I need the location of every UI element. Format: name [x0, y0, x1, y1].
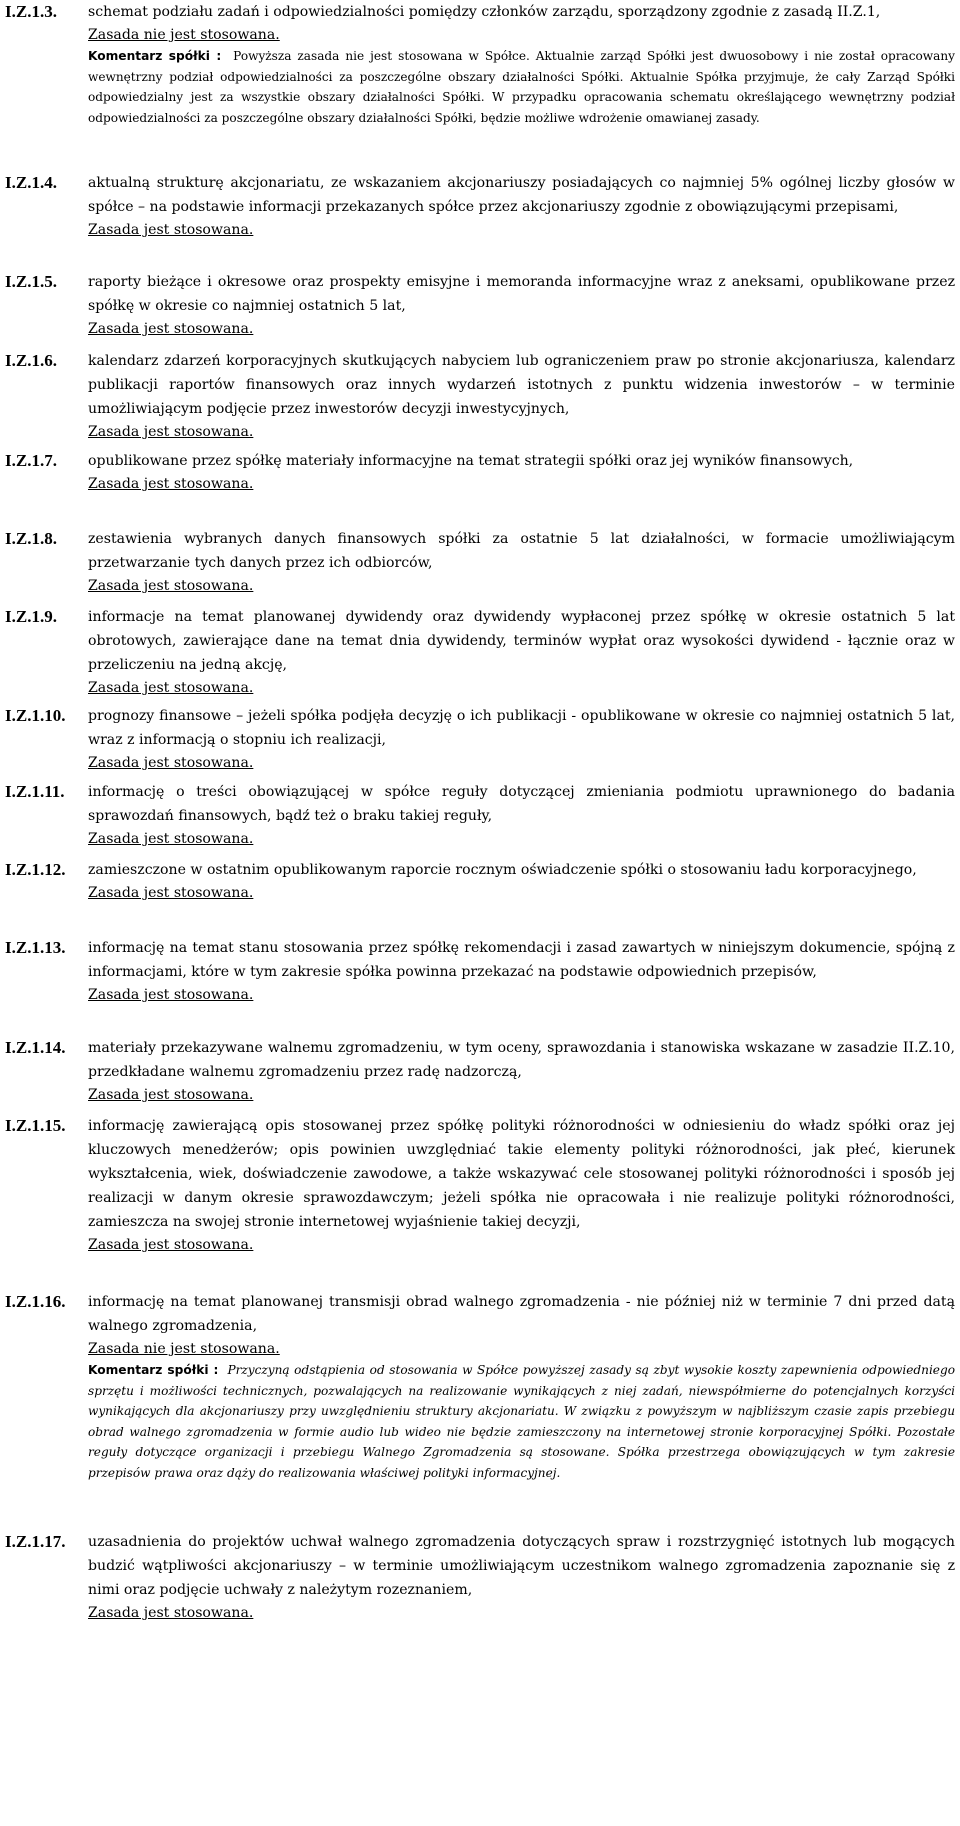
application-status: Zasada nie jest stosowana.: [88, 27, 280, 43]
principle-entry: [5, 1114, 955, 1256]
principle-content: [88, 1036, 955, 1106]
principle-text: opublikowane przez spółkę materiały informacyjne na temat strategii spółki oraz jej wyników finansowych,: [88, 453, 854, 469]
comment-text: Przyczyną odstąpienia od stosowania w Spółce powyższej zasady są zbyt wysokie koszty zapewnienia odpowiedniego sprzętu i możliwości technicznych, pozwalających na realizowanie wynikających z niej zadań, niewspółmierne do potencjalnych korzyści wynikających dla akcjonariuszy przy uwzględnieniu struktury akcjonariatu. W związku z powyższym w najbliższym czasie zapis przebiegu obrad walnego zgromadzenia w formie audio lub wideo nie będzie zamieszczony na internetowej stronie korporacyjnej Spółki. Pozostałe reguły dotyczące organizacji i przebiegu Walnego Zgromadzenia są stosowane. Spółka przestrzega obowiązujących w tym zakresie przepisów prawa oraz dąży do realizowania właściwej polityki informacyjnej.: [88, 1363, 955, 1480]
principle-text: zamieszczone w ostatnim opublikowanym raporcie rocznym oświadczenie spółki o stosowaniu ładu korporacyjnego,: [88, 862, 917, 878]
principle-number: I.Z.1.14.: [5, 1038, 66, 1057]
application-status: Zasada jest stosowana.: [88, 476, 254, 492]
principle-text: kalendarz zdarzeń korporacyjnych skutkujących nabyciem lub ograniczeniem praw po stronie akcjonariusza, kalendarz publikacji raportów finansowych oraz innych wydarzeń istotnych z punktu widzenia inwestorów – w terminie umożliwiającym podjęcie przez inwestorów decyzji inwestycyjnych,: [88, 353, 955, 417]
principle-entry: [5, 605, 955, 699]
principle-entry: [5, 936, 955, 1006]
principle-entry: [5, 1530, 955, 1624]
principle-text: raporty bieżące i okresowe oraz prospekty emisyjne i memoranda informacyjne wraz z aneksami, opublikowane przez spółkę w okresie co najmniej ostatnich 5 lat,: [88, 274, 955, 314]
principle-number: I.Z.1.8.: [5, 529, 57, 548]
principle-entry: [5, 527, 955, 597]
application-status: Zasada jest stosowana.: [88, 222, 254, 238]
application-status: Zasada jest stosowana.: [88, 1087, 254, 1103]
principle-content: [88, 780, 955, 850]
principle-content: [88, 449, 955, 495]
principle-text: informację o treści obowiązującej w spółce reguły dotyczącej zmieniania podmiotu uprawnionego do badania sprawozdań finansowych, bądź też o braku takiej reguły,: [88, 784, 955, 824]
principle-number: I.Z.1.16.: [5, 1292, 66, 1311]
principle-content: [88, 171, 955, 241]
principle-entry: [5, 704, 955, 774]
principle-number: I.Z.1.3.: [5, 2, 57, 21]
application-status: Zasada jest stosowana.: [88, 424, 254, 440]
principle-entry: [5, 1036, 955, 1106]
principle-number: I.Z.1.4.: [5, 173, 57, 192]
principle-content: [88, 936, 955, 1006]
principle-number: I.Z.1.7.: [5, 451, 57, 470]
principle-text: schemat podziału zadań i odpowiedzialności pomiędzy członków zarządu, sporządzony zgodnie z zasadą II.Z.1,: [88, 4, 881, 20]
principle-text: informację na temat planowanej transmisji obrad walnego zgromadzenia - nie później niż w terminie 7 dni przed datą walnego zgromadzenia,: [88, 1294, 955, 1334]
company-comment: [88, 1360, 955, 1483]
principle-content: [88, 0, 955, 128]
principle-number: I.Z.1.9.: [5, 607, 57, 626]
principle-text: informacje na temat planowanej dywidendy oraz dywidendy wypłaconej przez spółkę w okresie ostatnich 5 lat obrotowych, zawierające dane na temat dnia dywidendy, terminów wypłat oraz wysokości dywidend - łącznie oraz w przeliczeniu na jedną akcję,: [88, 609, 955, 673]
principle-entry: [5, 0, 955, 128]
principle-entry: [5, 1290, 955, 1483]
principle-number: I.Z.1.13.: [5, 938, 66, 957]
principle-content: [88, 349, 955, 443]
principle-content: [88, 527, 955, 597]
principle-number: I.Z.1.17.: [5, 1532, 66, 1551]
principle-number: I.Z.1.10.: [5, 706, 66, 725]
principle-text: informację zawierającą opis stosowanej przez spółkę polityki różnorodności w odniesieniu do władz spółki oraz jej kluczowych menedżerów; opis powinien uwzględniać takie elementy polityki różnorodności, jak płeć, kierunek wykształcenia, wiek, doświadczenie zawodowe, a także wskazywać cele stosowanej polityki różnorodności i sposób jej realizacji w danym okresie sprawozdawczym; jeżeli spółka nie opracowała i nie realizuje polityki różnorodności, zamieszcza na swojej stronie internetowej wyjaśnienie takiej decyzji,: [88, 1118, 955, 1230]
comment-text: Powyższa zasada nie jest stosowana w Spółce. Aktualnie zarząd Spółki jest dwuosobowy i nie został opracowany wewnętrzny podział odpowiedzialności za poszczególne obszary działalności Spółki. Aktualnie Spółka przyjmuje, że cały Zarząd Spółki odpowiedzialny jest za wszystkie obszary działalności Spółki. W przypadku opracowania schematu określającego wewnętrzny podział odpowiedzialności za poszczególne obszary działalności Spółki, będzie możliwe wdrożenie omawianej zasady.: [88, 49, 955, 125]
application-status: Zasada jest stosowana.: [88, 831, 254, 847]
principle-text: uzasadnienia do projektów uchwał walnego zgromadzenia dotyczących spraw i rozstrzygnięć istotnych lub mogących budzić wątpliwości akcjonariuszy – w terminie umożliwiającym uczestnikom walnego zgromadzenia zapoznanie się z nimi oraz podjęcie uchwały z należytym rozeznaniem,: [88, 1534, 955, 1598]
principle-number: I.Z.1.15.: [5, 1116, 66, 1135]
comment-label: Komentarz spółki :: [88, 49, 222, 63]
application-status: Zasada jest stosowana.: [88, 1605, 254, 1621]
principle-number: I.Z.1.12.: [5, 860, 66, 879]
principle-content: [88, 1290, 955, 1483]
application-status: Zasada jest stosowana.: [88, 755, 254, 771]
application-status: Zasada jest stosowana.: [88, 578, 254, 594]
principle-entry: [5, 449, 955, 495]
principle-number: I.Z.1.11.: [5, 782, 65, 801]
principle-text: zestawienia wybranych danych finansowych spółki za ostatnie 5 lat działalności, w formacie umożliwiającym przetwarzanie tych danych przez ich odbiorców,: [88, 531, 955, 571]
principle-entry: [5, 349, 955, 443]
principle-content: [88, 1114, 955, 1256]
principle-entry: [5, 171, 955, 241]
principle-text: prognozy finansowe – jeżeli spółka podjęła decyzję o ich publikacji - opublikowane w okresie co najmniej ostatnich 5 lat, wraz z informacją o stopniu ich realizacji,: [88, 708, 955, 748]
company-comment: [88, 46, 955, 128]
application-status: Zasada nie jest stosowana.: [88, 1341, 280, 1357]
principle-number: I.Z.1.5.: [5, 272, 57, 291]
principle-entry: [5, 858, 955, 904]
principle-content: [88, 704, 955, 774]
principle-text: informację na temat stanu stosowania przez spółkę rekomendacji i zasad zawartych w niniejszym dokumencie, spójną z informacjami, które w tym zakresie spółka powinna przekazać na podstawie odpowiednich przepisów,: [88, 940, 955, 980]
principle-content: [88, 1530, 955, 1624]
application-status: Zasada jest stosowana.: [88, 680, 254, 696]
application-status: Zasada jest stosowana.: [88, 1237, 254, 1253]
application-status: Zasada jest stosowana.: [88, 321, 254, 337]
principle-content: [88, 858, 955, 904]
application-status: Zasada jest stosowana.: [88, 885, 254, 901]
principle-number: I.Z.1.6.: [5, 351, 57, 370]
principle-content: [88, 605, 955, 699]
application-status: Zasada jest stosowana.: [88, 987, 254, 1003]
principle-entry: [5, 780, 955, 850]
principle-content: [88, 270, 955, 340]
principle-text: materiały przekazywane walnemu zgromadzeniu, w tym oceny, sprawozdania i stanowiska wskazane w zasadzie II.Z.10, przedkładane walnemu zgromadzeniu przez radę nadzorczą,: [88, 1040, 955, 1080]
principle-text: aktualną strukturę akcjonariatu, ze wskazaniem akcjonariuszy posiadających co najmniej 5% ogólnej liczby głosów w spółce – na podstawie informacji przekazanych spółce przez akcjonariuszy zgodnie z obowiązującymi przepisami,: [88, 175, 955, 215]
comment-label: Komentarz spółki :: [88, 1363, 219, 1377]
principle-entry: [5, 270, 955, 340]
